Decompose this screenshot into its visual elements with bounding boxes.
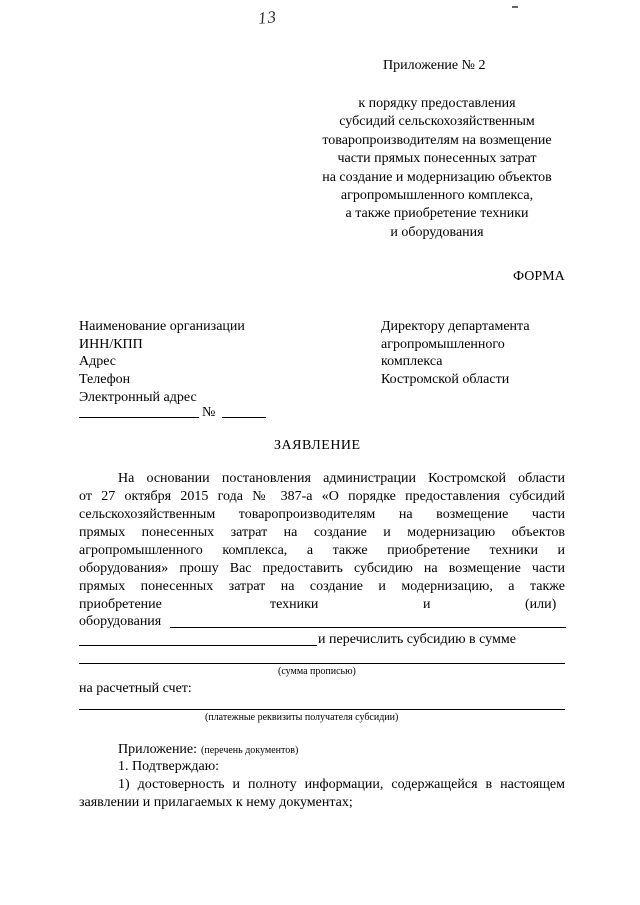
- acquisition-word: и: [423, 597, 431, 612]
- appendix-caption: [306, 95, 568, 242]
- recipient-line: комплекса: [381, 354, 443, 370]
- acquisition-word: техники: [270, 597, 319, 612]
- confirmation-heading: 1. Подтверждаю:: [118, 759, 220, 774]
- appendix-caption-line: субсидий сельскохозяйственным: [339, 114, 535, 130]
- appendix-caption-line: и оборудования: [390, 224, 484, 240]
- appendix-caption-line: товаропроизводителям на возмещение: [322, 132, 552, 148]
- sender-address-label: Адрес: [79, 354, 117, 370]
- attachments-line: [118, 740, 298, 759]
- appendix-caption-line: к порядку предоставления: [358, 96, 516, 111]
- date-blank-line: [79, 417, 199, 418]
- acquisition-word: приобретение: [79, 597, 162, 612]
- account-label: на расчетный счет:: [79, 681, 192, 696]
- body-line-4: прямых понесенных затрат на создание и модернизацию объектов: [79, 525, 565, 540]
- acquisition-word: (или): [525, 597, 557, 612]
- appendix-caption-line: агропромышленного комплекса,: [340, 187, 534, 203]
- appendix-caption-line: на создание и модернизацию объектов: [322, 169, 552, 185]
- sum-note: (сумма прописью): [278, 666, 356, 677]
- sender-block: [79, 318, 245, 406]
- page-number: 13: [257, 7, 278, 28]
- document-title: ЗАЯВЛЕНИЕ: [274, 438, 361, 453]
- attachments-note: (перечень документов): [201, 745, 299, 756]
- equipment-label: оборудования: [79, 614, 162, 629]
- sender-phone-label: Телефон: [79, 372, 131, 388]
- sender-email-label: Электронный адрес: [79, 389, 197, 405]
- recipient-line: агропромышленного: [381, 336, 505, 352]
- number-label: №: [202, 405, 216, 420]
- attachments-label: Приложение:: [118, 742, 198, 757]
- appendix-title: Приложение № 2: [383, 58, 486, 73]
- equipment-blank-line: [170, 627, 566, 628]
- body-line-7: прямых понесенных затрат на создание и модернизацию, а также: [79, 579, 565, 594]
- appendix-caption-line: части прямых понесенных затрат: [337, 151, 537, 167]
- requisites-blank-line: [79, 709, 565, 710]
- number-blank-line: [222, 417, 266, 418]
- confirmation-item-line-1: 1) достоверность и полноту информации, содержащейся в настоящем: [118, 777, 565, 792]
- appendix-caption-line: а также приобретение техники: [345, 206, 529, 222]
- body-line-3: сельскохозяйственным товаропроизводителям на возмещение части: [79, 507, 565, 522]
- transfer-text: и перечислить субсидию в сумме: [318, 632, 516, 647]
- recipient-line: Костромской области: [381, 372, 510, 388]
- sender-inn-label: ИНН/КПП: [79, 336, 143, 352]
- equipment-blank-line-2: [79, 645, 317, 646]
- body-line-5: агропромышленного комплекса, а также приобретение техники и: [79, 543, 565, 558]
- recipient-line: Директору департамента: [381, 319, 530, 334]
- form-label: ФОРМА: [513, 269, 565, 284]
- confirmation-item-line-2: заявлении и прилагаемых к нему документах;: [79, 795, 353, 810]
- body-line-1: На основании постановления администрации Костромской области: [118, 471, 565, 486]
- sum-blank-line: [79, 663, 565, 664]
- sender-organization-label: Наименование организации: [79, 319, 245, 334]
- scan-mark: [512, 6, 518, 8]
- body-line-2: от 27 октября 2015 года № 387-а «О порядке предоставления субсидий: [79, 489, 565, 504]
- requisites-note: (платежные реквизиты получателя субсидии): [205, 712, 399, 723]
- body-line-6: оборудования» прошу Вас предоставить субсидию на возмещение части: [79, 561, 565, 576]
- recipient-block: [381, 318, 530, 389]
